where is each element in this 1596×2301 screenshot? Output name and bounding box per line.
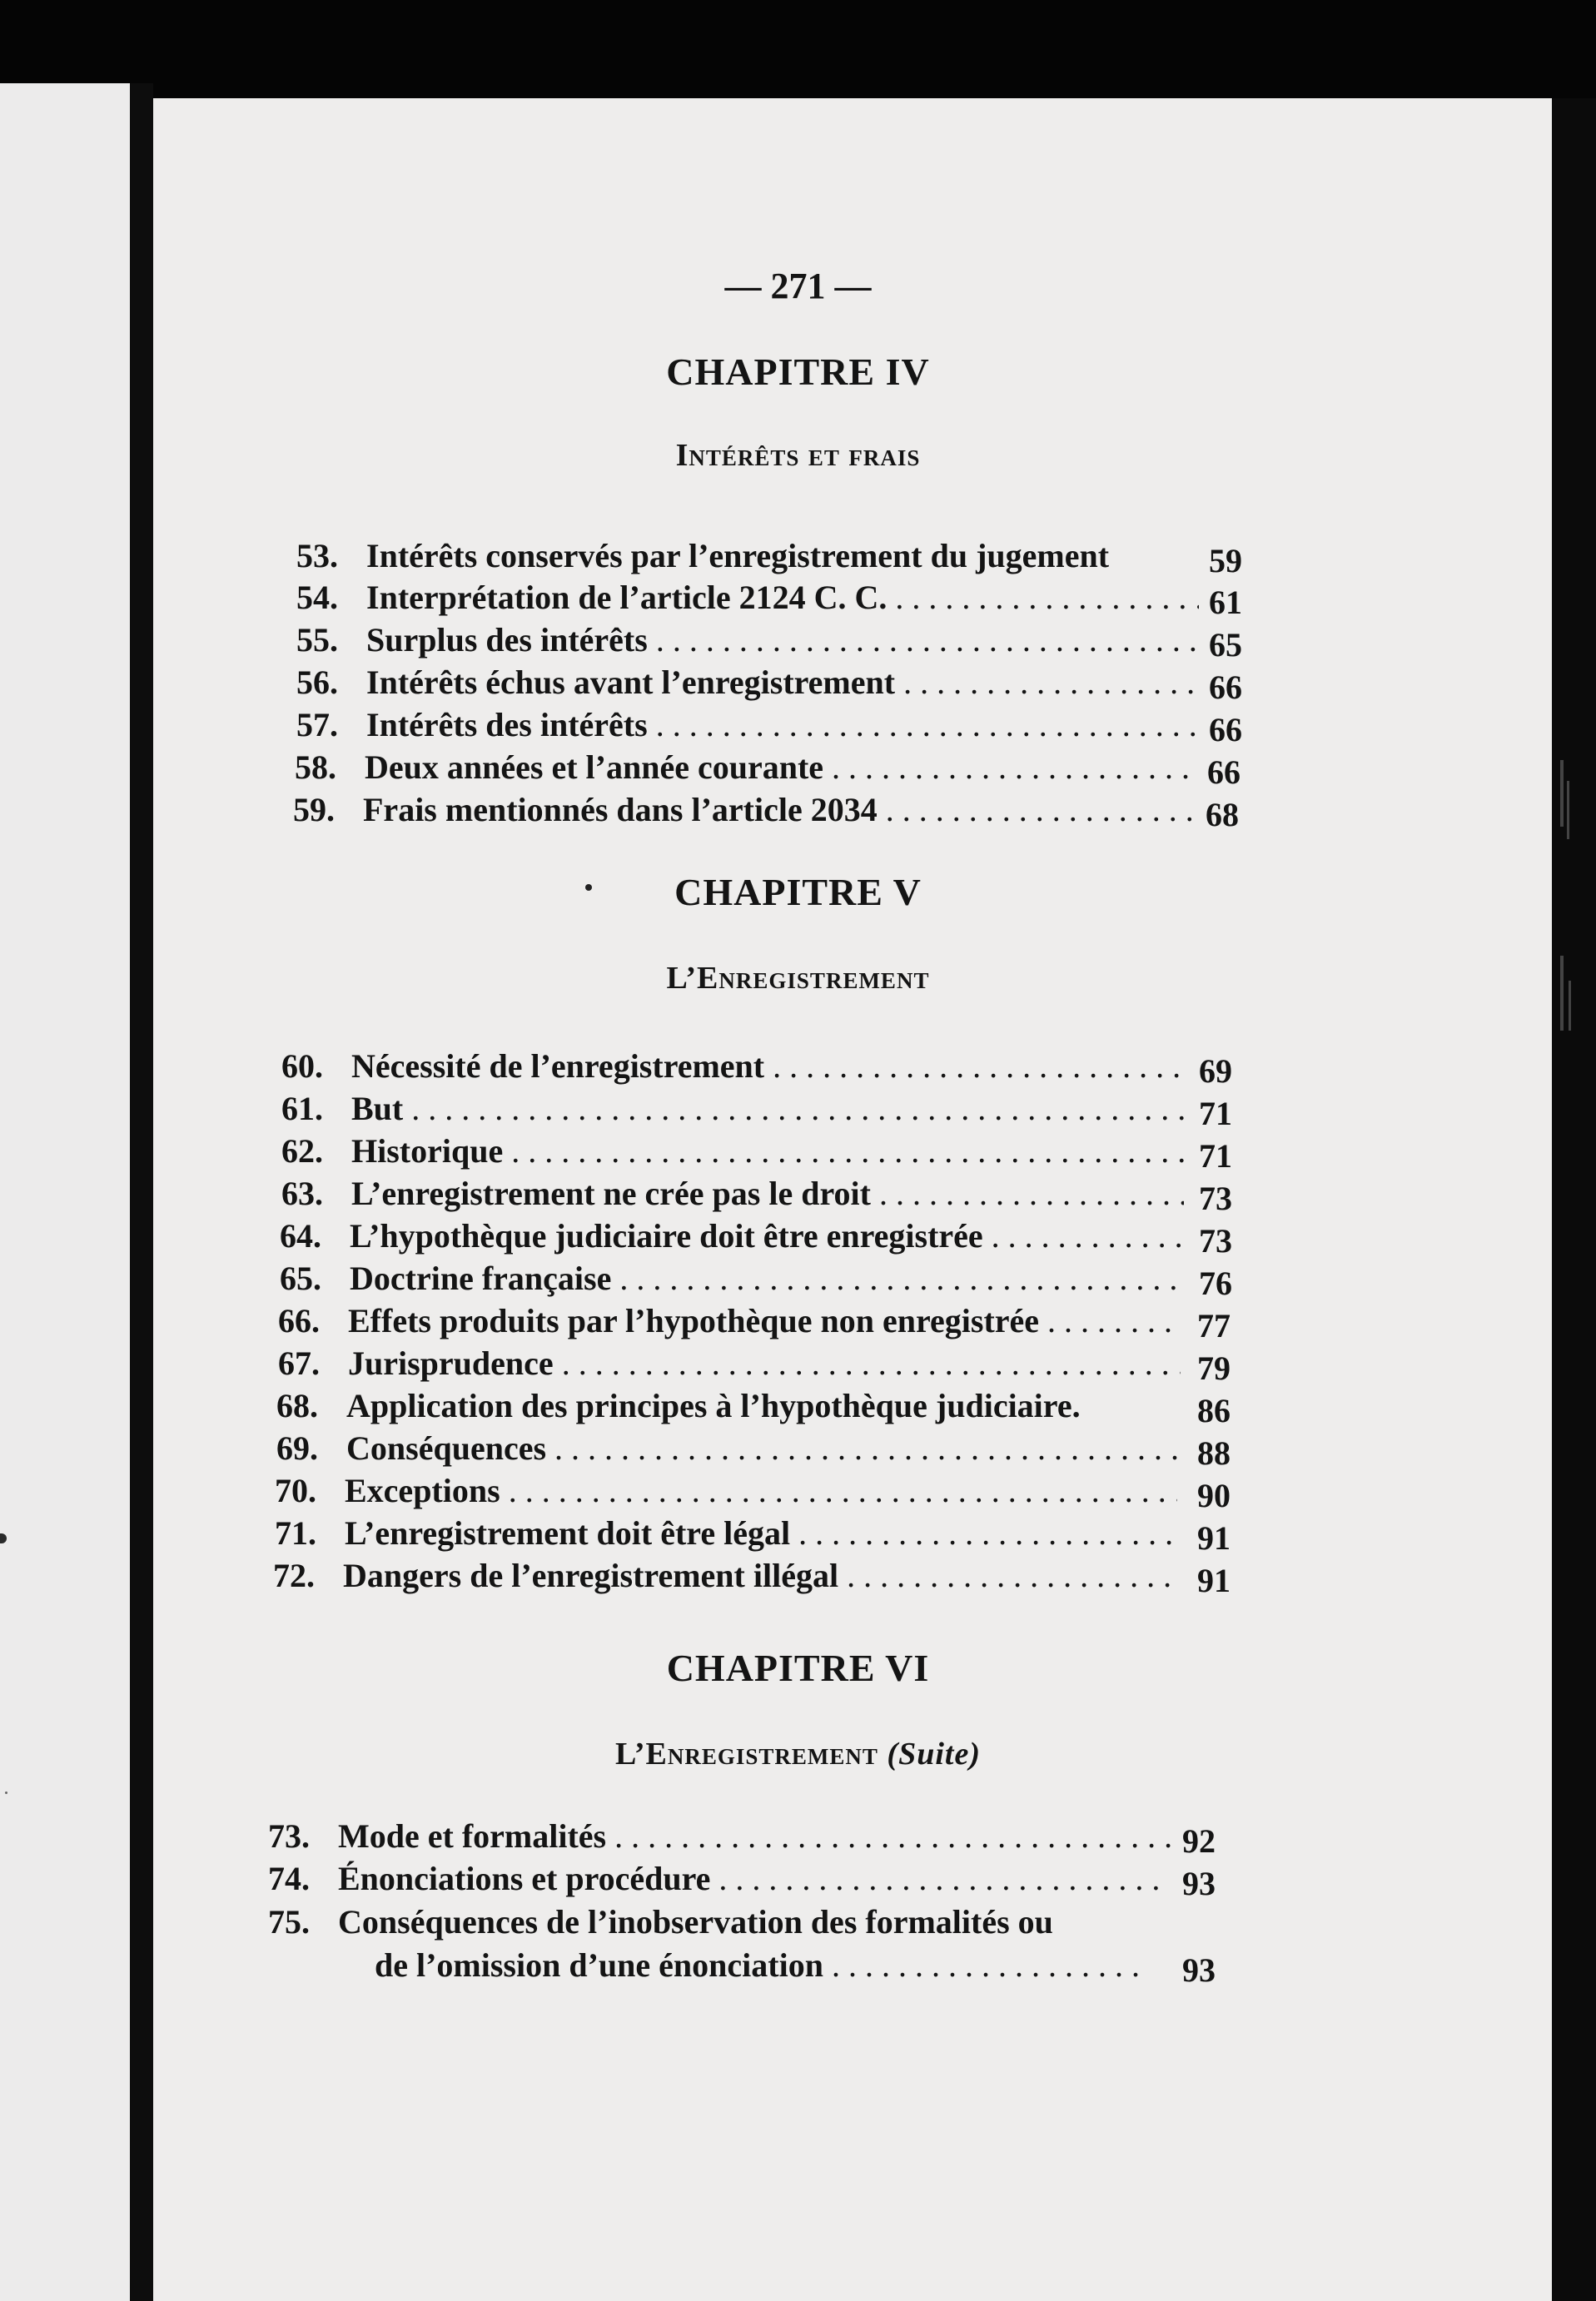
- entry-title: Exceptions . . .: [345, 1469, 1177, 1513]
- entry-number: 61.: [281, 1090, 323, 1127]
- edge-mark: [1567, 781, 1569, 839]
- entry-number: 66.: [278, 1302, 320, 1339]
- entry-number: 62.: [281, 1132, 323, 1170]
- toc-entry[interactable]: [296, 661, 1254, 704]
- entry-page: 66: [1209, 668, 1242, 706]
- toc-entry[interactable]: [278, 1342, 1244, 1385]
- toc-entry[interactable]: [276, 1384, 1242, 1428]
- entry-title: Doctrine française . . .: [350, 1257, 1182, 1300]
- toc-entry[interactable]: [281, 1172, 1247, 1215]
- entry-page: 65: [1209, 626, 1242, 663]
- entry-number: 56.: [296, 663, 338, 701]
- chapter-title: CHAPITRE IV: [666, 350, 930, 393]
- entry-title: Conséquences . . .: [346, 1427, 1179, 1470]
- entry-number: 63.: [281, 1175, 323, 1212]
- entry-page: 71: [1199, 1137, 1232, 1175]
- section-title: [0, 1736, 1596, 1772]
- entry-title-continuation: de l’omission d’une énonciation . . .: [375, 1944, 1141, 1987]
- entry-title: L’hypothèque judiciaire doit être enregistrée . . .: [350, 1215, 1182, 1258]
- entry-number: 64.: [280, 1217, 321, 1255]
- entry-page: 79: [1197, 1349, 1231, 1387]
- entry-page: 93: [1182, 1951, 1216, 1989]
- entry-page-row: [1174, 1949, 1224, 1992]
- entry-number: 57.: [296, 706, 338, 743]
- toc-entry[interactable]: [281, 1130, 1247, 1173]
- entry-title: Mode et formalités . . .: [338, 1815, 1171, 1858]
- toc-entry[interactable]: [276, 1427, 1242, 1470]
- entry-number: 67.: [278, 1344, 320, 1382]
- toc-entry[interactable]: [296, 703, 1254, 747]
- toc-entry[interactable]: [296, 534, 1254, 578]
- right-scan-border: [1552, 98, 1596, 2301]
- section-title-suffix: (Suite): [887, 1737, 981, 1772]
- toc-entry[interactable]: [281, 1045, 1247, 1088]
- entry-page: 59: [1209, 542, 1242, 579]
- entry-title: Effets produits par l’hypothèque non enregistrée . . .: [348, 1300, 1181, 1343]
- entry-number: 75.: [268, 1903, 310, 1941]
- entry-page: 61: [1209, 584, 1242, 621]
- entry-number: 54.: [296, 579, 338, 616]
- entry-title: Intérêts conservés par l’enregistrement du jugement: [366, 537, 1110, 574]
- entry-title: Nécessité de l’enregistrement . . .: [351, 1045, 1184, 1088]
- entry-number: 68.: [276, 1387, 318, 1424]
- entry-title: L’enregistrement doit être légal . . .: [345, 1512, 1177, 1555]
- entry-title: Dangers de l’enregistrement illégal . . .: [343, 1554, 1176, 1598]
- entry-page: 68: [1206, 796, 1239, 833]
- toc-entry[interactable]: [293, 788, 1250, 832]
- entry-page: 71: [1199, 1095, 1232, 1132]
- entry-title: L’enregistrement ne crée pas le droit . . .: [351, 1172, 1184, 1215]
- entry-page: 91: [1197, 1562, 1231, 1599]
- toc-entry[interactable]: [268, 1857, 1234, 1901]
- toc-entry[interactable]: [281, 1087, 1247, 1131]
- entry-title: Jurisprudence . . .: [348, 1342, 1181, 1385]
- entry-title: Conséquences de l’inobservation des formalités ou: [338, 1903, 1053, 1941]
- entry-number: 53.: [296, 537, 338, 574]
- facing-page-mark: [0, 1533, 7, 1543]
- facing-page-speck: [5, 1792, 7, 1794]
- toc-entry[interactable]: [275, 1512, 1241, 1555]
- entry-page: 77: [1197, 1307, 1231, 1344]
- entry-page: 86: [1197, 1392, 1231, 1429]
- entry-number: 55.: [296, 621, 338, 658]
- entry-page: 69: [1199, 1052, 1232, 1090]
- entry-title: Application des principes à l’hypothèque judiciaire.: [346, 1387, 1081, 1424]
- entry-number: 59.: [293, 791, 335, 828]
- entry-number: 72.: [273, 1557, 315, 1594]
- chapter-title: CHAPITRE V: [674, 871, 922, 913]
- entry-page: 90: [1197, 1477, 1231, 1514]
- toc-entry[interactable]: [295, 746, 1252, 789]
- entry-page: 92: [1182, 1822, 1216, 1860]
- page-gutter: [130, 83, 153, 2301]
- toc-entry[interactable]: [296, 576, 1254, 619]
- toc-entry[interactable]: [280, 1257, 1245, 1300]
- toc-entry[interactable]: [275, 1469, 1241, 1513]
- entry-title: Deux années et l’année courante . . .: [365, 746, 1197, 789]
- entry-page: 66: [1207, 753, 1241, 791]
- entry-page: 91: [1197, 1519, 1231, 1557]
- entry-page: 73: [1199, 1222, 1232, 1260]
- entry-page: 93: [1182, 1865, 1216, 1902]
- entry-title: Intérêts échus avant l’enregistrement . . .: [366, 661, 1199, 704]
- toc-entry[interactable]: [273, 1554, 1239, 1598]
- entry-title: Énonciations et procédure . . .: [338, 1857, 1171, 1901]
- entry-number: 73.: [268, 1817, 310, 1855]
- facing-page-edge: [0, 83, 132, 2301]
- entry-number: 60.: [281, 1047, 323, 1085]
- entry-page: 73: [1199, 1180, 1232, 1217]
- entry-title: Intérêts des intérêts . . .: [366, 703, 1199, 747]
- entry-title: Historique . . .: [351, 1130, 1184, 1173]
- chapter-title: CHAPITRE VI: [666, 1647, 930, 1689]
- section-title: L’Enregistrement: [666, 961, 930, 996]
- entry-title: Frais mentionnés dans l’article 2034 . . .: [363, 788, 1196, 832]
- toc-entry[interactable]: [268, 1901, 1234, 1944]
- entry-number: 70.: [275, 1472, 316, 1509]
- entry-number: 74.: [268, 1860, 310, 1897]
- entry-number: 65.: [280, 1260, 321, 1297]
- section-title-text: L’Enregistrement: [615, 1737, 878, 1772]
- entry-title: Surplus des intérêts . . .: [366, 619, 1199, 662]
- entry-page: 66: [1209, 711, 1242, 748]
- entry-page: 88: [1197, 1434, 1231, 1472]
- section-title: Intérêts et frais: [675, 438, 921, 473]
- toc-entry[interactable]: [280, 1215, 1245, 1258]
- page-number: — 271 —: [724, 266, 872, 306]
- edge-mark: [1560, 760, 1564, 827]
- entry-number: 69.: [276, 1429, 318, 1467]
- toc-entry[interactable]: [278, 1300, 1244, 1343]
- entry-number: 71.: [275, 1514, 316, 1552]
- toc-entry[interactable]: [268, 1815, 1234, 1858]
- entry-page: 76: [1199, 1265, 1232, 1302]
- entry-title: Interprétation de l’article 2124 C. C. . . .: [366, 576, 1199, 619]
- entry-number: 58.: [295, 748, 336, 786]
- toc-entry[interactable]: [296, 619, 1254, 662]
- entry-title: But . . .: [351, 1087, 1184, 1131]
